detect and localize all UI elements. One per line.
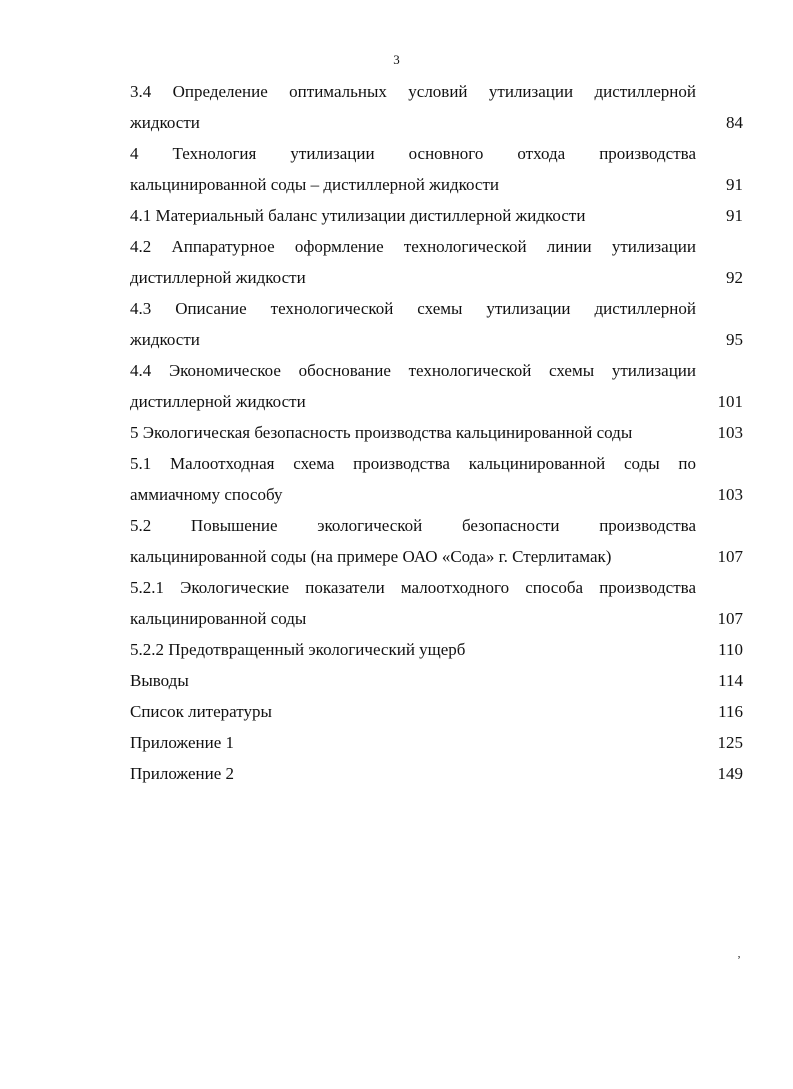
toc-entry-text: дистиллерной жидкости bbox=[130, 268, 306, 287]
toc-page-number: 110 bbox=[718, 640, 743, 659]
toc-entry-text: 4.2 Аппаратурное оформление технологической линии утилизации bbox=[130, 237, 696, 256]
toc-page-number: 91 bbox=[726, 206, 743, 225]
toc-line bbox=[130, 76, 743, 107]
toc-entry-text: кальцинированной соды (на примере ОАО «Сода» г. Стерлитамак) bbox=[130, 547, 612, 566]
toc-entry-text: 5 Экологическая безопасность производства кальцинированной соды bbox=[130, 423, 633, 442]
toc-entry-text: кальцинированной соды bbox=[130, 609, 307, 628]
toc-entry-text: Список литературы bbox=[130, 702, 272, 721]
toc-line bbox=[130, 355, 743, 386]
toc-page-number: 91 bbox=[726, 175, 743, 194]
toc-entry-text: аммиачному способу bbox=[130, 485, 283, 504]
toc-page-number: 103 bbox=[717, 485, 743, 504]
toc-line bbox=[130, 448, 743, 479]
toc-entry-text: Выводы bbox=[130, 671, 189, 690]
toc-entry-text: 5.2 Повышение экологической безопасности производства bbox=[130, 516, 696, 535]
scan-mark: ‚ bbox=[737, 946, 741, 960]
table-of-contents bbox=[130, 76, 743, 789]
toc-entry-text: 4.3 Описание технологической схемы утилизации дистиллерной bbox=[130, 299, 696, 318]
toc-line bbox=[130, 138, 743, 169]
toc-entry-text: кальцинированной соды – дистиллерной жидкости bbox=[130, 175, 500, 194]
toc-line bbox=[130, 231, 743, 262]
toc-line bbox=[130, 324, 743, 355]
toc-line bbox=[130, 262, 743, 293]
toc-page-number: 101 bbox=[717, 392, 743, 411]
toc-entry-text: Приложение 1 bbox=[130, 733, 234, 752]
toc-entry-text: дистиллерной жидкости bbox=[130, 392, 306, 411]
toc-page-number: 114 bbox=[718, 671, 743, 690]
toc-line bbox=[130, 541, 743, 572]
toc-line bbox=[130, 386, 743, 417]
toc-line bbox=[130, 696, 743, 727]
toc-page-number: 116 bbox=[718, 702, 743, 721]
toc-page-number: 103 bbox=[717, 423, 743, 442]
toc-page-number: 125 bbox=[717, 733, 743, 752]
toc-entry-text: 4.4 Экономическое обоснование технологической схемы утилизации bbox=[130, 361, 696, 380]
toc-entry-text: 5.2.1 Экологические показатели малоотходного способа производства bbox=[130, 578, 696, 597]
toc-entry-text: 5.1 Малоотходная схема производства кальцинированной соды по bbox=[130, 454, 696, 473]
toc-line bbox=[130, 107, 743, 138]
toc-line bbox=[130, 603, 743, 634]
toc-entry-text: 3.4 Определение оптимальных условий утилизации дистиллерной bbox=[130, 82, 696, 101]
toc-entry-text: Приложение 2 bbox=[130, 764, 234, 783]
toc-page-number: 84 bbox=[726, 113, 743, 132]
toc-line bbox=[130, 417, 743, 448]
toc-entry-text: жидкости bbox=[130, 113, 200, 132]
toc-line bbox=[130, 665, 743, 696]
toc-line bbox=[130, 572, 743, 603]
toc-line bbox=[130, 510, 743, 541]
toc-line bbox=[130, 479, 743, 510]
toc-entry-text: 4 Технология утилизации основного отхода производства bbox=[130, 144, 696, 163]
toc-page-number: 107 bbox=[717, 609, 743, 628]
toc-line bbox=[130, 169, 743, 200]
toc-line bbox=[130, 293, 743, 324]
toc-line bbox=[130, 634, 743, 665]
toc-line bbox=[130, 758, 743, 789]
toc-entry-text: 4.1 Материальный баланс утилизации дистиллерной жидкости bbox=[130, 206, 586, 225]
toc-page-number: 149 bbox=[717, 764, 743, 783]
toc-entry-text: 5.2.2 Предотвращенный экологический ущерб bbox=[130, 640, 466, 659]
toc-line bbox=[130, 200, 743, 231]
toc-page-number: 95 bbox=[726, 330, 743, 349]
toc-page-number: 107 bbox=[717, 547, 743, 566]
toc-line bbox=[130, 727, 743, 758]
toc-entry-text: жидкости bbox=[130, 330, 200, 349]
toc-page-number: 92 bbox=[726, 268, 743, 287]
page-number: 3 bbox=[393, 52, 400, 67]
